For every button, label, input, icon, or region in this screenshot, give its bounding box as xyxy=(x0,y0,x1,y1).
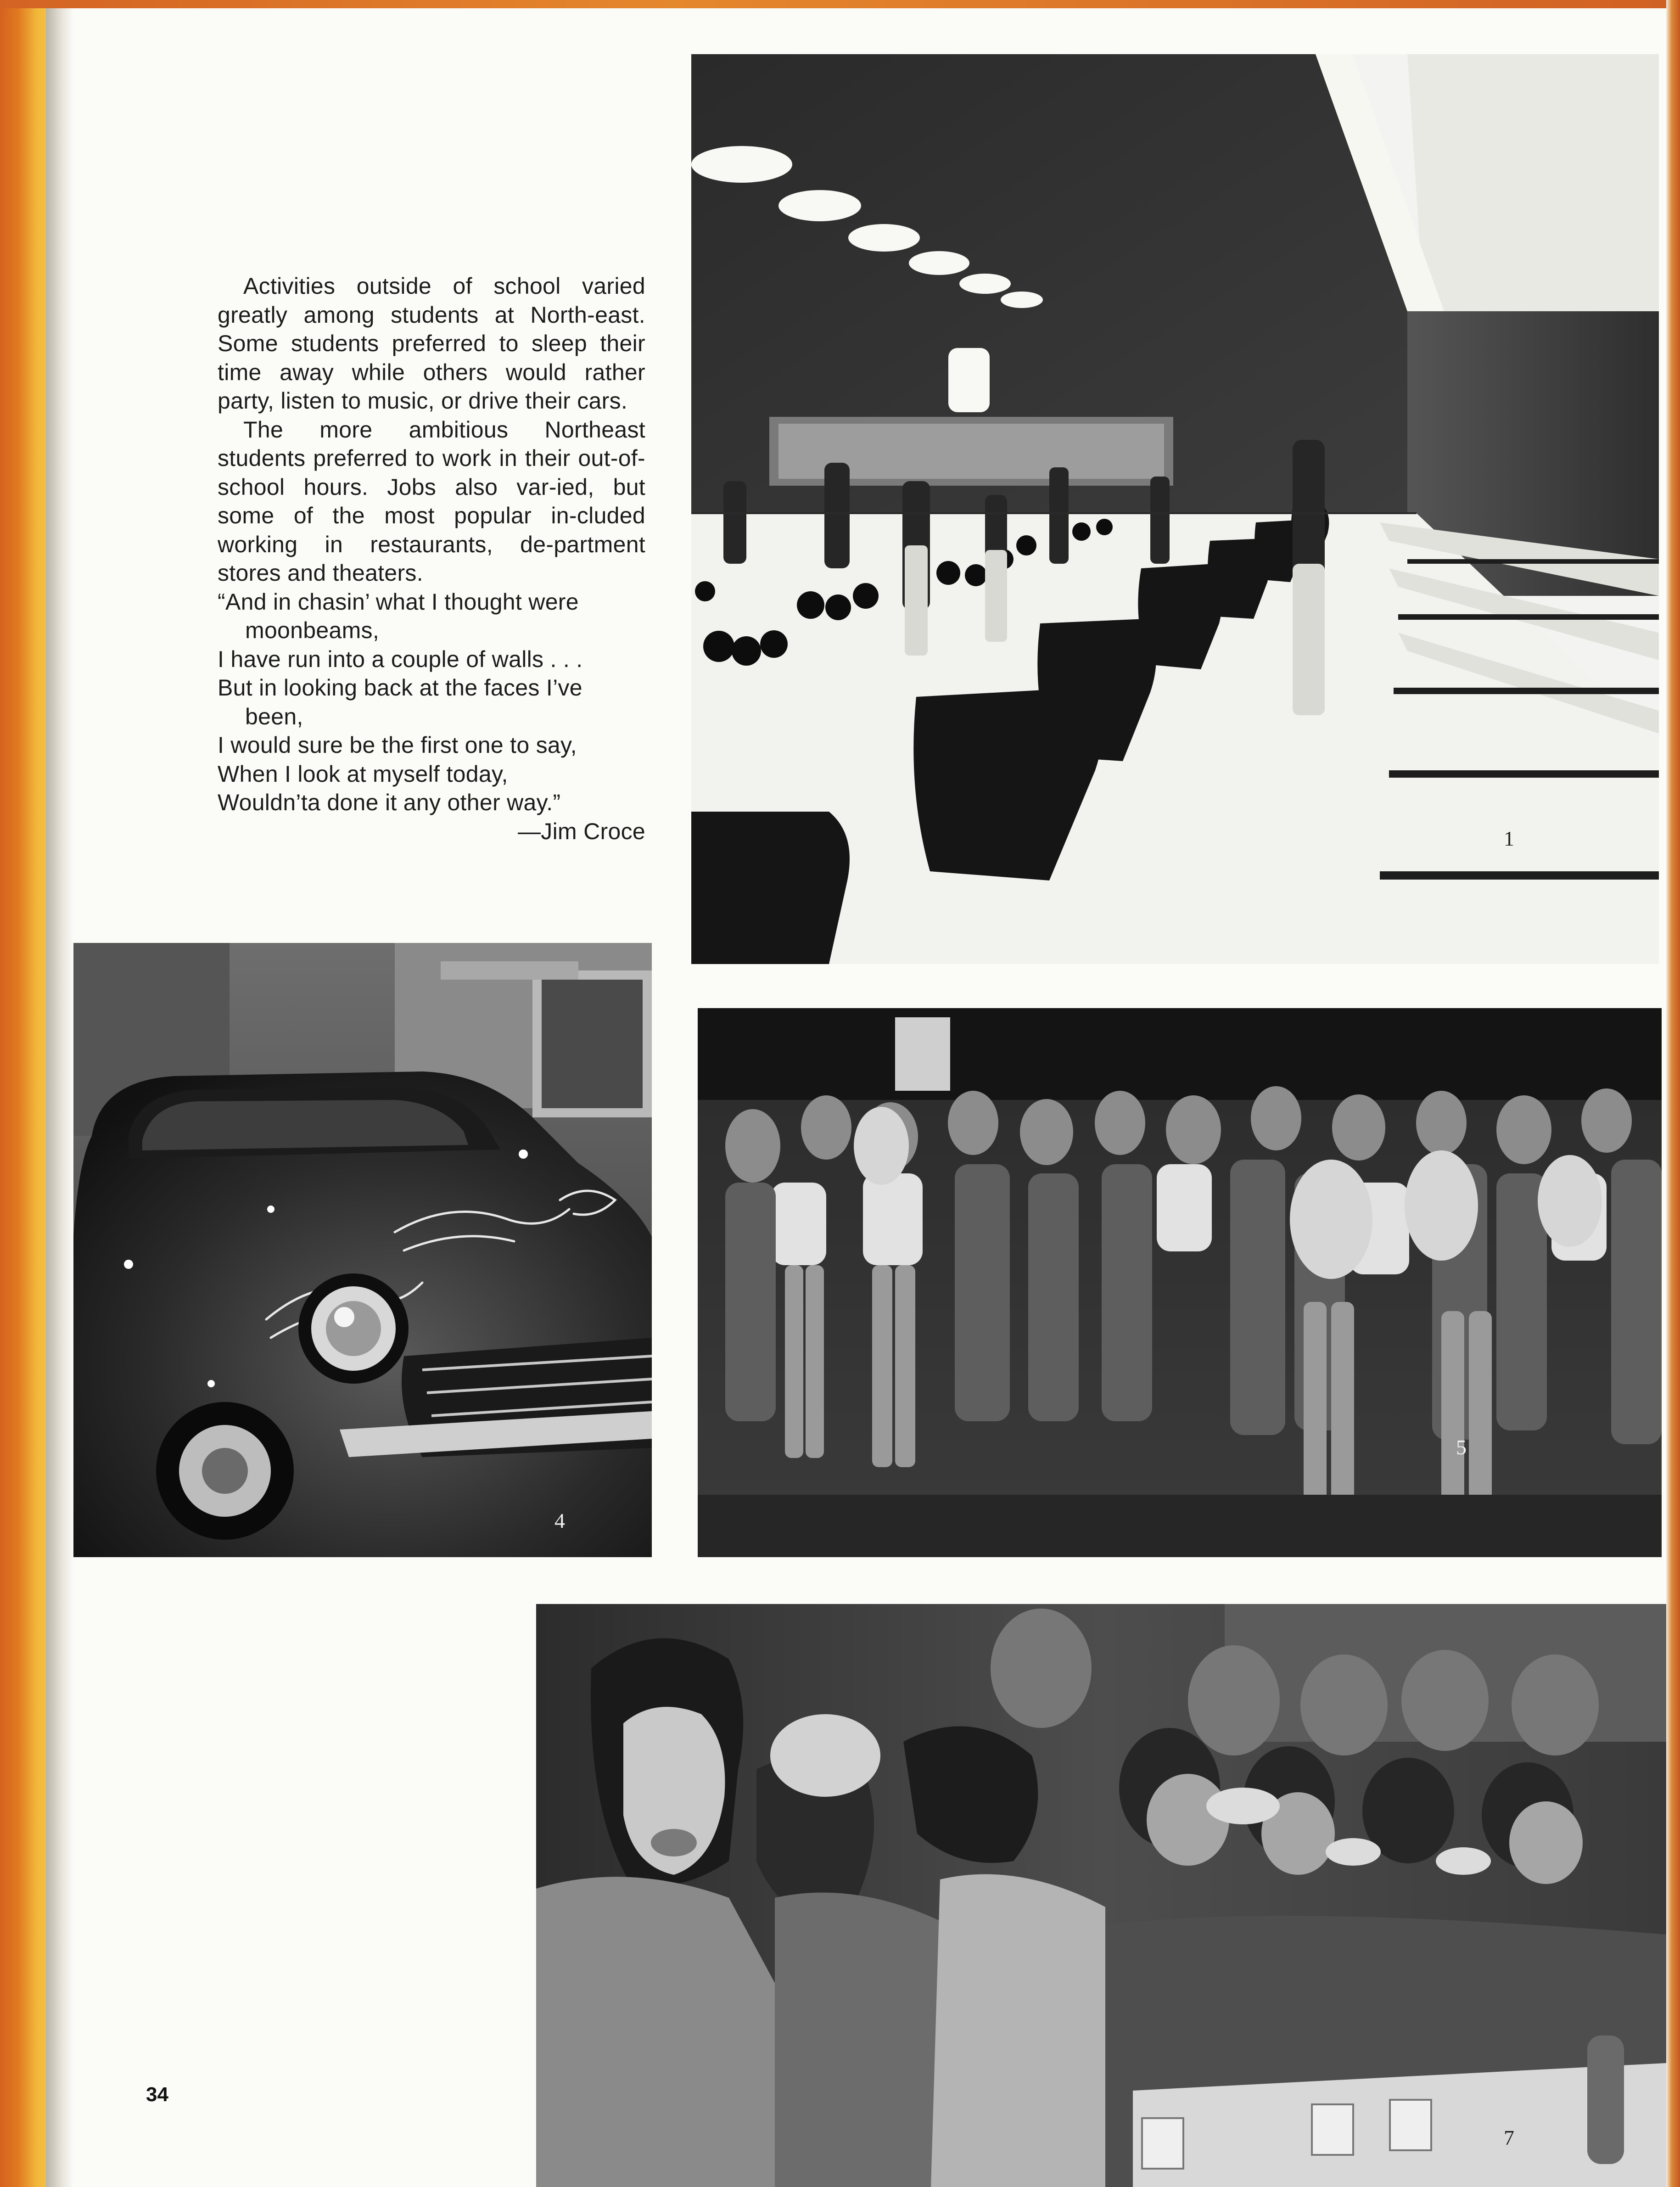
quote-line-7: When I look at myself today, xyxy=(218,761,508,787)
photo-bowling-alley xyxy=(691,54,1659,964)
photo-7-number: 7 xyxy=(1504,2126,1514,2149)
quote-line-8: Wouldn’ta done it any other way.” xyxy=(218,790,561,815)
quote-line-4: But in looking back at the faces I’ve xyxy=(218,675,582,701)
photo-dance xyxy=(698,1008,1662,1557)
photo-eating-contest xyxy=(536,1604,1666,2187)
classic-car-image xyxy=(73,943,652,1557)
book-top-edge xyxy=(0,0,1680,8)
article-text xyxy=(218,272,645,846)
page-number: 34 xyxy=(146,2083,168,2106)
quote-attribution: —Jim Croce xyxy=(517,818,645,844)
quote-line-5: been, xyxy=(245,703,303,729)
photo-1-number: 1 xyxy=(1504,827,1514,850)
dance-crowd-image xyxy=(698,1008,1662,1557)
page-gutter-shadow xyxy=(46,8,73,2187)
quote-line-3: I have run into a couple of walls . . . xyxy=(218,646,583,672)
book-right-edge xyxy=(1666,0,1680,2187)
eating-contest-image xyxy=(536,1604,1666,2187)
quote-line-6: I would sure be the first one to say, xyxy=(218,732,577,758)
photo-5-number: 5 xyxy=(1456,1436,1467,1459)
paragraph-2: The more ambitious Northeast students preferred to work in their out-of-school hours. Jobs also var-ied, but some of the most popular in-cluded working in restaurants, de-partment stores and theaters. xyxy=(218,416,645,586)
paragraph-1: Activities outside of school varied greatly among students at North-east. Some students preferred to sleep their time away while others would rather party, listen to music, or drive their cars. xyxy=(218,273,645,414)
photo-4-number: 4 xyxy=(554,1509,565,1532)
photo-classic-car xyxy=(73,943,652,1557)
quote-line-2: moonbeams, xyxy=(245,617,380,643)
quote-line-1: “And in chasin’ what I thought were xyxy=(218,589,579,615)
